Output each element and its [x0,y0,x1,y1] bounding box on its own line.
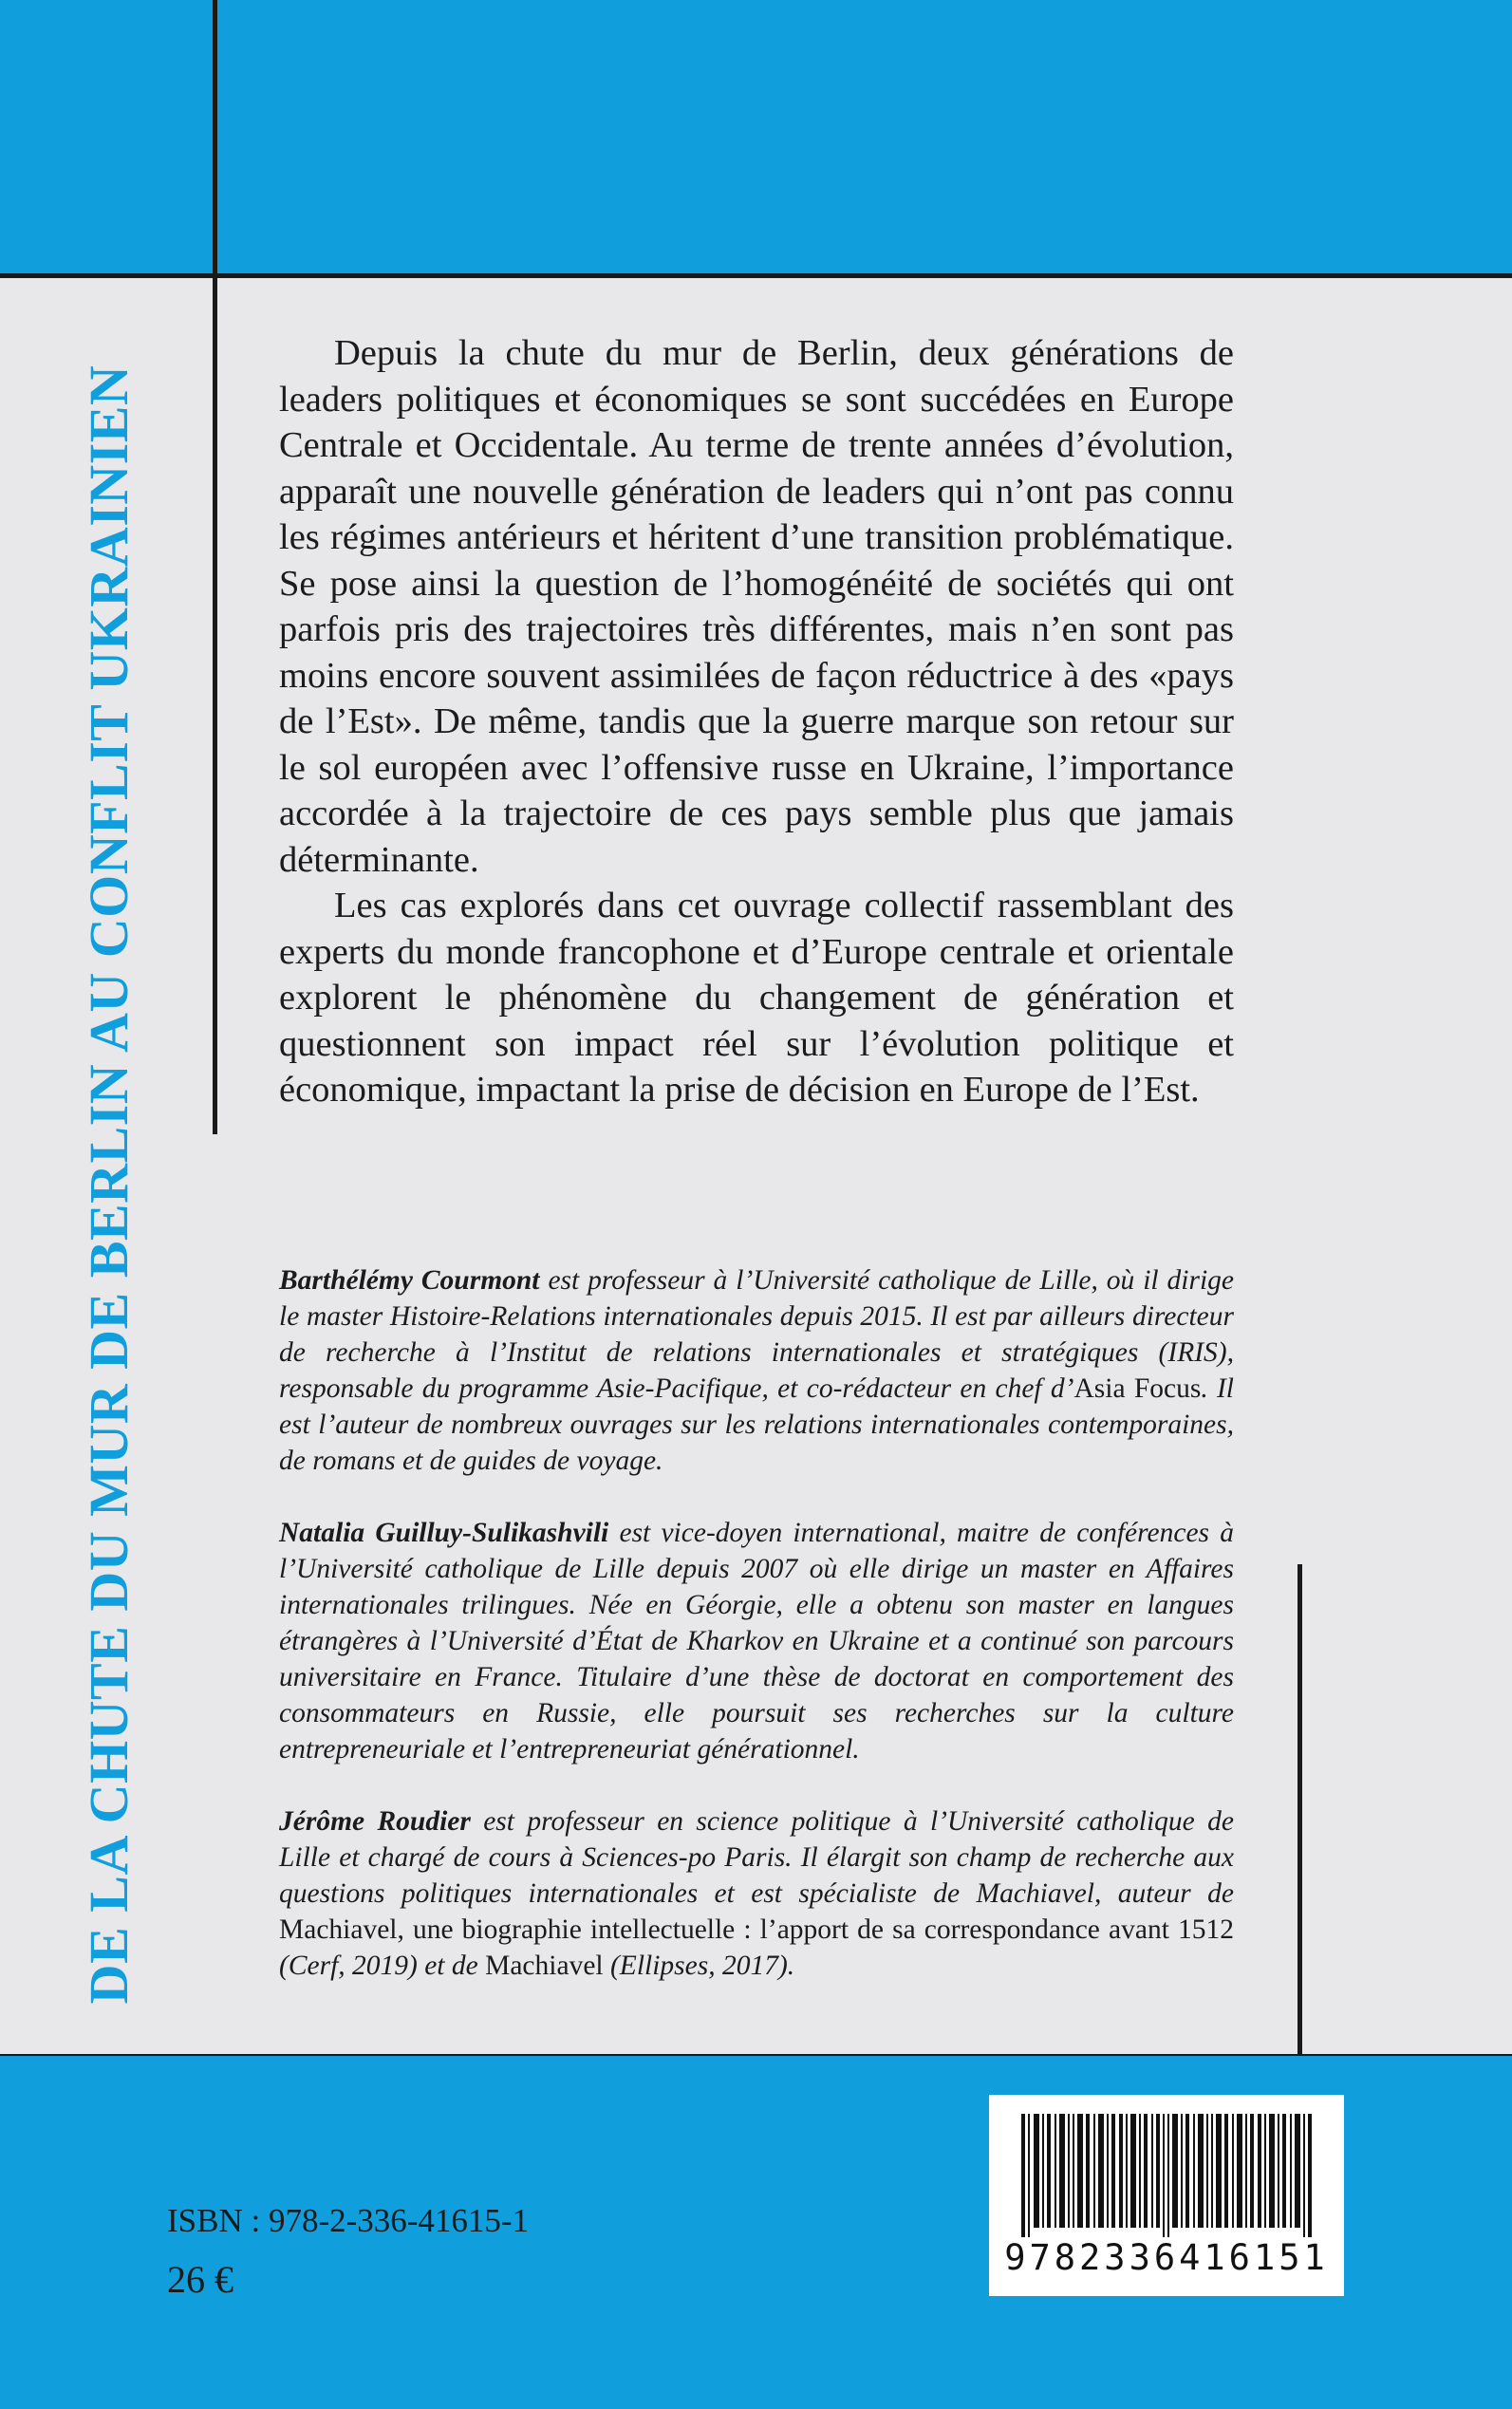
barcode [989,2095,1344,2296]
barcode-bars-icon [1017,2114,1316,2237]
author-bio [279,1262,1234,1479]
journal-title: Asia Focus [1073,1373,1202,1404]
isbn: ISBN : 978-2-336-41615-1 [167,2202,530,2239]
spine-title-area [57,340,161,2029]
top-divider-line [0,273,1512,278]
author-bio-text: (Cerf, 2019) et de [279,1951,486,1981]
author-bio-text: (Ellipses, 2017). [603,1951,795,1981]
author-name: Barthélémy Courmont [279,1265,540,1296]
author-name: Jérôme Roudier [279,1806,471,1837]
spine-title: DE LA CHUTE DU MUR DE BERLIN AU CONFLIT UKRAINIEN [78,364,140,2005]
author-bio [279,1515,1234,1767]
author-bio-text: est professeur en science politique à l’Université catholique de Lille et chargé de cours à Sciences-po Paris. Il élargit son champ de recherche aux questions politiques internationales et est spécialiste de Machiavel, auteur de [279,1806,1234,1909]
author-bio-text: est professeur à l’Université catholique de Lille, où il dirige le master Histoire-Relations internationales depuis 2015. Il est par ailleurs directeur de recherche à l’Institut de relations internationales et stratégiques (IRIS), responsable du programme Asie-Pacifique, et co-rédacteur en chef d’ [279,1265,1235,1404]
book-title: Machiavel, une biographie intellectuelle : l’apport de sa correspondance avant 1512 [279,1914,1234,1945]
right-vertical-line [1297,1564,1302,2056]
book-title: Machiavel [485,1951,604,1981]
author-name: Natalia Guilluy-Sulikashvili [279,1518,609,1548]
left-vertical-line [213,0,217,1134]
top-blue-band [0,0,1512,275]
author-bio [279,1803,1234,1984]
author-bios [279,1262,1234,2020]
barcode-number: 9782336416151 [1004,2237,1329,2278]
back-cover-summary [279,330,1234,1113]
price: 26 € [167,2258,233,2301]
summary-paragraph: Depuis la chute du mur de Berlin, deux générations de leaders politiques et économiques se sont succédées en Europe Centrale et Occidentale. Au terme de trente années d’évolution, apparaît une nouvelle génération de leaders qui n’ont pas connu les régimes antérieurs et héritent d’une transition problématique. Se pose ainsi la question de l’homogénéité de sociétés qui ont parfois pris des trajectoires très différentes, mais n’en sont pas moins encore souvent assimilées de façon réductrice à des «pays de l’Est». De même, tandis que la guerre marque son retour sur le sol européen avec l’offensive russe en Ukraine, l’importance accordée à la trajectoire de ces pays semble plus que jamais déterminante. [279,333,1234,880]
summary-paragraph: Les cas explorés dans cet ouvrage collectif rassemblant des experts du monde francophone et d’Europe centrale et orientale explorent le phénomène du changement de génération et questionnent son impact réel sur l’évolution politique et économique, impactant la prise de décision en Europe de l’Est. [279,886,1234,1110]
author-bio-text: . Il est l’auteur de nombreux ouvrages sur les relations internationales contemporaines, de romans et de guides de voyage. [279,1373,1234,1476]
author-bio-text: est vice-doyen international, maitre de conférences à l’Université catholique de Lille depuis 2007 où elle dirige un master en Affaires internationales trilingues. Née en Géorgie, elle a obtenu son master en langues étrangères à l’Université d’État de Kharkov en Ukraine et a continué son parcours universitaire en France. Titulaire d’une thèse de doctorat en comportement des consommateurs en Russie, elle poursuit ses recherches sur la culture entrepreneuriale et l’entrepreneuriat générationnel. [279,1518,1235,1765]
